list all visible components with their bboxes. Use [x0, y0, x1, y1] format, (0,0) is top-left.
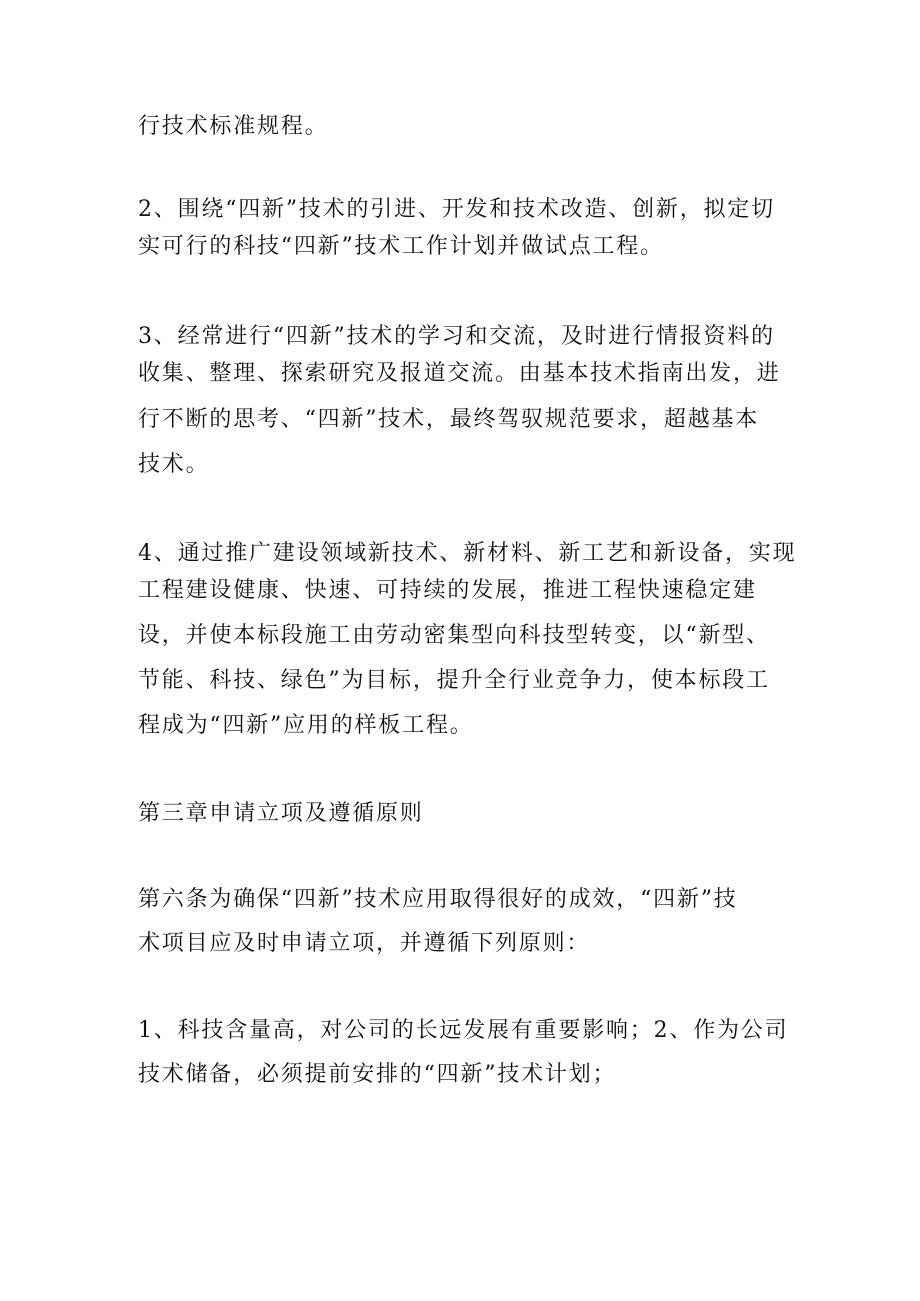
text-line: 收集、整理、探索研究及报道交流。由基本技术指南出发，进: [138, 361, 781, 386]
text-line: 程成为“四新”应用的样板工程。: [138, 713, 474, 738]
text-line: 实可行的科技“四新”技术工作计划并做试点工程。: [138, 234, 664, 259]
text-line: 节能、科技、绿色”为目标，提升全行业竞争力，使本标段工: [138, 668, 770, 693]
text-line: 第六条为确保“四新”技术应用取得很好的成效，“四新”技: [138, 887, 738, 912]
chapter-heading: 第三章申请立项及遵循原则: [138, 801, 424, 826]
text-line: 技术储备，必须提前安排的“四新”技术计划；: [138, 1062, 617, 1087]
text-line: 技术。: [138, 452, 210, 477]
text-line: 术项目应及时申请立项，并遵循下列原则：: [138, 931, 591, 956]
text-line: 行技术标准规程。: [138, 114, 329, 139]
text-line: 设，并使本标段施工由劳动密集型向科技型转变，以“新型、: [138, 623, 770, 648]
text-line: 工程建设健康、快速、可持续的发展，推进工程快速稳定建: [138, 578, 757, 603]
text-line: 3、经常进行“四新”技术的学习和交流，及时进行情报资料的: [138, 324, 775, 349]
text-line: 4、通过推广建设领域新技术、新材料、新工艺和新设备，实现: [138, 541, 797, 566]
text-line: 行不断的思考、“四新”技术，最终驾驭规范要求，超越基本: [138, 407, 760, 432]
text-line: 2、围绕“四新”技术的引进、开发和技术改造、创新，拟定切: [138, 197, 775, 222]
text-line: 1、科技含量高，对公司的长远发展有重要影响；2、作为公司: [138, 1018, 789, 1043]
